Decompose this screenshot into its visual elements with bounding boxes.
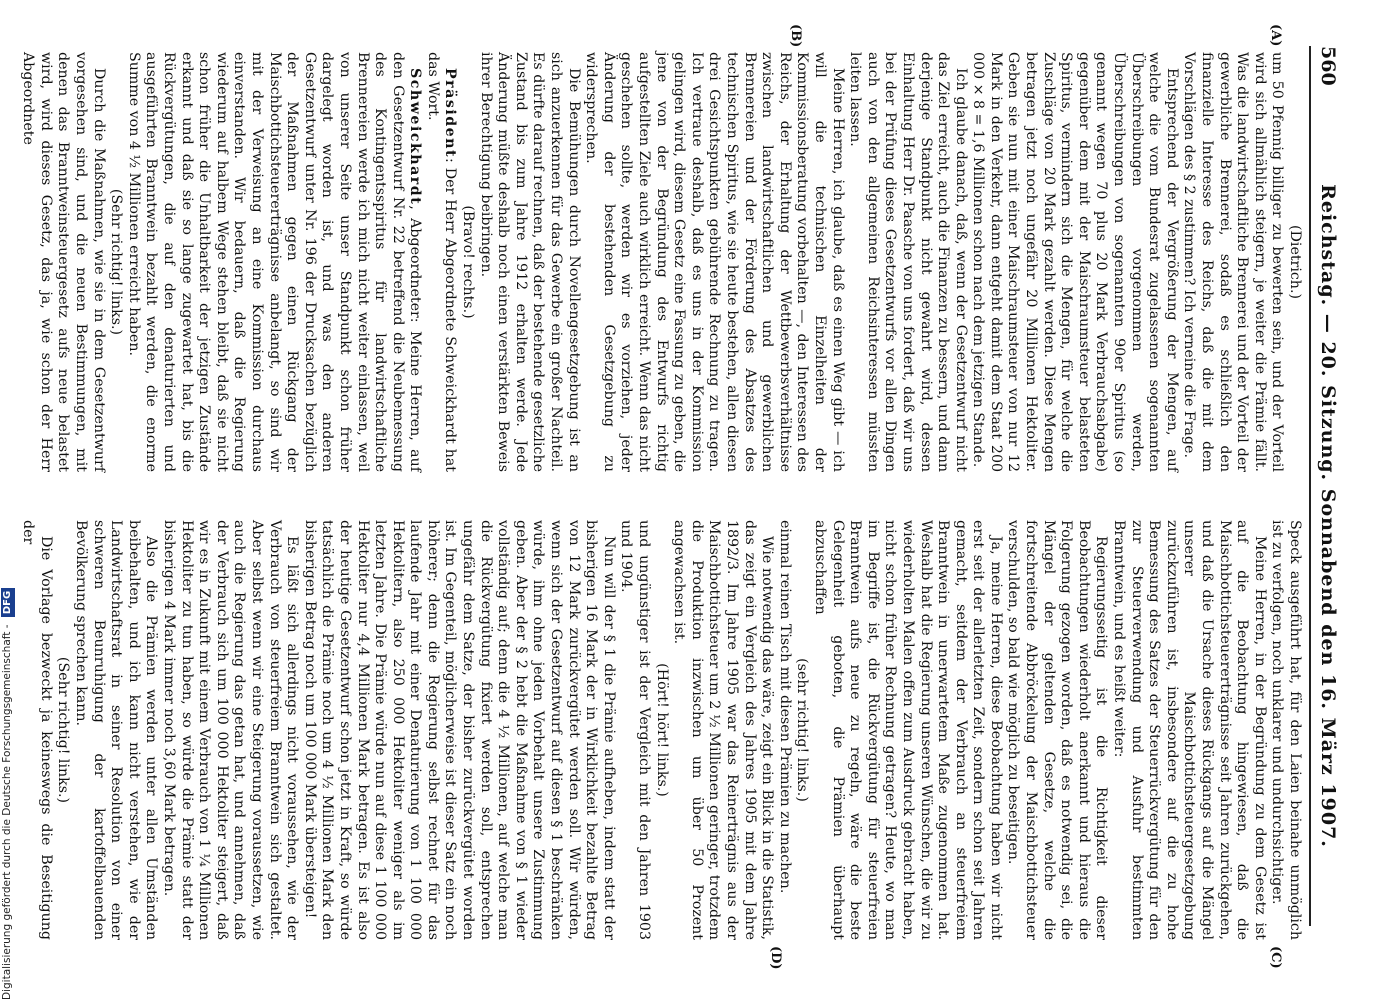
applause-note: (Sehr richtig! links.) xyxy=(55,656,72,804)
digitization-credit xyxy=(0,0,14,1000)
paragraph: Es läßt sich allerdings nicht voraussehen, wie der Verbrauch von steuerfreiem Branntwein sich gestaltet. Aber selbst wenn wir eine Steigerung voraussetzen, wie auch die Regierung das getan hat, und annehmen, daß der Verbrauch sich um 100 000 Hektoliter steigert, daß wir es in Zukunft mit einem Verbrauch von 1 ¼ Millionen Hektoliter zu tun haben, so würde die Prämie statt der bisherigen 4 Mark immer noch 3,60 Mark betragen. xyxy=(161,520,301,940)
paragraph: Die Vorlage bezweckt ja keineswegs die Beseitigung der xyxy=(20,520,54,940)
paragraph: um 50 Pfennig billiger zu bewerten sein, und der Vorteil wird sich allmählich steigern, je weiter die Prämie fällt. Was die landwirtschaftliche Brennerei und der Vorteil der gewerbliche Brennerei, sodaß es schließlich den finanzielle Interesse des Reichs, daß die mit dem Vorschlägen des § 2 zustimmen? Ich verneine die Frage. xyxy=(1181,52,1286,472)
margin-mark-d: (D) xyxy=(768,946,783,970)
speech-text: , Abgeordneter: Meine Herren, auf den Gesetzentwurf Nr. 22 betreffend die Neubemessung des Kontingentsspiritus für landwirtschaftliche Brennereien werde ich mich nicht weiter einlassen, weil von unserer Seite unser Standpunkt schon früher dargelegt worden ist, und was den anderen Gesetzentwurf unter Nr. 196 der Drucksachen bezüglich der Maßnahmen gegen einen Rückgang der Maischbottichsteuererträgnisse anbelangt, so sind wir mit der Verweisung an eine Kommission durchaus einverstanden. Wir bedauern, daß die Regierung wiederum auf halbem Wege stehen bleibt, daß sie nicht schon früher die Unhaltbarkeit der jetzigen Zustände erkannt und daß sie so lange zugewartet hat, bis die Rückvergütungen, die auf den denaturierten und ausgeführten Branntwein bezahlt werden, die enorme Summe von 4 ½ Millionen erreicht haben. xyxy=(125,52,424,472)
quote-paragraph: Regierungsseitig ist die Richtigkeit dieser Beobachtungen wiederholt anerkannt und hieraus die Folgerung gezogen worden, daß es notwendig sei, die Mängel der geltenden Gesetze, welche die fortschreitende Abbröckelung der Maischbottichsteuer verschulden, so bald wie möglich zu beseitigen. xyxy=(1005,520,1110,940)
speaker-label: Präsident xyxy=(442,68,459,159)
speech-paragraph xyxy=(124,52,423,472)
header-rule xyxy=(1309,46,1311,926)
dfg-logo[interactable]: DFG xyxy=(1,588,15,617)
speech-text: : Der Herr Abgeordnete Schweickhardt hat das Wort. xyxy=(424,52,459,472)
paragraph: Ich glaube danach, daß, wenn der Gesetzentwurf nicht das Ziel erreicht, auch die Finanzen zu bessern, und dann derjenige Standpunkt nicht gewahrt wird, dessen Einhaltung Herr Dr. Paasche von uns fordert, daß wir uns bei der Prüfung dieses Gesetzentwurfs vor allen Dingen auch von den allgemeinen Reichsinteressen müssten leiten lassen. xyxy=(847,52,969,472)
applause-note: (sehr richtig! links.) xyxy=(794,658,811,802)
paragraph: und ungünstiger ist der Vergleich mit den Jahren 1903 und 1904. xyxy=(618,520,653,940)
speaker-reference: (Dietrich.) xyxy=(1287,225,1303,299)
paragraph: Nun will der § 1 die Prämie aufheben, indem statt der bisherigen 16 Mark der in Wirklichkeit bezahlte Betrag von 12 Mark zurückvergütet werden soll. Wir würden, wenn sich der Gesetzentwurf auf diesen § 1 beschränken würde, ihm ohne jeden Vorbehalt unsere Zustimmung geben. Aber der § 2 hebt die Maßnahme von § 1 wieder vollständig auf; denn die 4 ½ Millionen, auf welche man die Rückvergütung fixiert werden soll, entsprechen ungefähr dem Satze, der bisher zurückvergütet worden ist. Im Gegenteil, möglicherweise ist dieser Satz ein noch höherer; denn die Regierung selbst rechnet für das laufende Jahr mit einer Denaturierung von 1 100 000 Hektolitern, also 250 000 Hektoliter weniger als im letzten Jahre. Die Prämie würde nun auf diese 1 100 000 Hektoliter nur 4,4 Millionen Mark betragen. Es ist also der heutige Gesetzentwurf schon jetzt in Kraft, so würde tatsächlich die Prämie noch um 4 ½ Millionen Mark den bisherigen Betrag noch um 100 000 Mark übersteigen! xyxy=(301,520,617,940)
paragraph: Durch die Maßnahmen, wie sie in dem Gesetzentwurf vorgesehen sind, und die neuen Bestimmungen, mit denen das Branntweinsteuergesetz aufs neue belastet wird, wird dieses Gesetz, das ja, wie schon der Herr Abgeordnete xyxy=(20,52,107,472)
running-head: Reichstag. — 20. Sitzung. Sonnabend den 16. März 1907. xyxy=(1317,184,1339,848)
paragraph: Meine Herren, in der Begründung zu dem Gesetz ist auf die Beobachtung hingewiesen, daß die Maischbottichsteuererträgnisse seit Jahren zurückgehen, und daß die Ursache dieses Rückgangs auf die Mängel unserer Maischbottichsteuergesetzgebung zurückzuführen ist, insbesondere auf die zu hohe Bemessung des Satzes der Steuerrückvergütung für den zur Steuerverwendung und Ausfuhr bestimmten Branntwein, und es heißt weiter: xyxy=(1111,520,1268,940)
left-column xyxy=(19,52,1303,472)
paragraph: einmal reinen Tisch mit diesen Prämien zu machen. xyxy=(776,520,793,894)
right-column xyxy=(19,520,1303,940)
president-line xyxy=(423,52,458,472)
applause-note: (Hört! hört! links.) xyxy=(653,663,670,797)
page-number: 560 xyxy=(1317,46,1339,86)
margin-mark-b: (B) xyxy=(788,24,803,48)
paragraph: Meine Herren, ich glaube, daß es einen Weg gibt — ich will die technischen Einzelheiten der Kommissionsberatung vorbehalten —, den Interessen des Reichs, der Erhaltung der Wettbewerbsverhältnisse zwischen landwirtschaftlichen und gewerblichen Brennereien und der Förderung des Absatzes des technischen Spiritus, wie sie heute bestehen, allen diesen drei Gesichtspunkten gebührende Rechnung zu tragen. Ich vertraue deshalb, daß es uns in der Kommission gelingen wird, diesem Gesetz eine Fassung zu geben, die jene von der Begründung des Entwurfs richtig aufgestellten Ziele auch wirklich erreicht. Wenn das nicht geschehen sollte, werden wir es vorziehen, jeder Änderung der bestehenden Gesetzgebung zu widersprechen. xyxy=(583,52,846,472)
paragraph: Speck ausgeführt hat, für den Laien beinahe unmöglich ist zu verfolgen, noch unklarer und undurchsichtiger. xyxy=(1269,520,1303,940)
speaker-label: Schweickhardt xyxy=(407,68,424,206)
margin-mark-a: (A) xyxy=(1268,24,1283,47)
page-header xyxy=(1313,46,1343,926)
paragraph: Also die Prämien werden unter allen Umständen beibehalten, und ich kann nicht verstehen, wie der Landwirtschaftsrat in seiner Resolution von einer schweren Beunruhigung der kartoffelbauenden Bevölkerung sprechen kann. xyxy=(73,520,160,940)
paragraph: Die Bemühungen durch Novellengesetzgebung ist an sich anzuerkennen für das Gewerbe ein großer Nachteil. Es dürfte darauf rechnen, daß der bestehende gesetzliche Zustand bis zum Jahre 1912 erhalten werde. Jede Änderung müßte deshalb noch einen verstärkten Beweis ihrer Berechtigung beibringen. xyxy=(477,52,582,472)
applause-note: (Sehr richtig! links.) xyxy=(108,188,125,336)
margin-mark-c: (C) xyxy=(1268,946,1283,969)
credit-text: Digitalisierung gefördert durch die Deutsche Forschungsgemeinschaft - xyxy=(1,624,13,1000)
paragraph: Ja, meine Herren, diese Beobachtung haben wir nicht erst seit der allerletzten Zeit, sondern schon seit Jahren gemacht, seitdem der Verbrauch an steuerfreiem Branntwein in unerwartetem Maße zugenommen hat. Weshalb hat die Regierung unseren Wünschen, die wir zu wiederholten Malen offen zum Ausdruck gebracht haben, nicht schon früher Rechnung getragen? Heute, wo man im Begriffe ist, die Rückvergütung für steuerfreien Branntwein aufs neue zu regeln, wäre die beste Gelegenheit geboten, die Prämien überhaupt abzuschaffen xyxy=(811,520,1004,940)
paragraph: Entsprechend der Vergrößerung der Mengen, auf welche die vom Bundesrat zugelassenen sogenannten Überschreibungen vorgenommen werden, Überschreibungen von sogenannten 90er Spiritus (so genannt wegen 70 plus 20 Mark Verbrauchsabgabe) gegenüber dem mit der Maischraumsteuer belasteten Spiritus, vermindern sich die Mengen, für welche die Zuschläge von 20 Mark gezahlt werden. Diese Mengen betragen jetzt noch ungefähr 20 Millionen Hektoliter. Geben sie nun mit einer Maischraumsteuer von nur 12 Mark in den Verkehr, dann entgeht damit dem Staat 200 000 × 8 = 1,6 Millionen schon nach dem jetzigen Stande. xyxy=(970,52,1180,472)
paragraph: Wie notwendig das wäre, zeigt ein Blick in die Statistik, das zeigt ein Vergleich des Jahres 1905 mit dem Jahre 1892/3. Im Jahre 1905 war das Reinerträgnis aus der Maischbottichsteuer um 2 ½ Millionen geringer, trotzdem die Produktion inzwischen um über 50 Prozent angewachsen ist. xyxy=(671,520,776,940)
applause-note: (Bravo! rechts.) xyxy=(460,205,477,319)
